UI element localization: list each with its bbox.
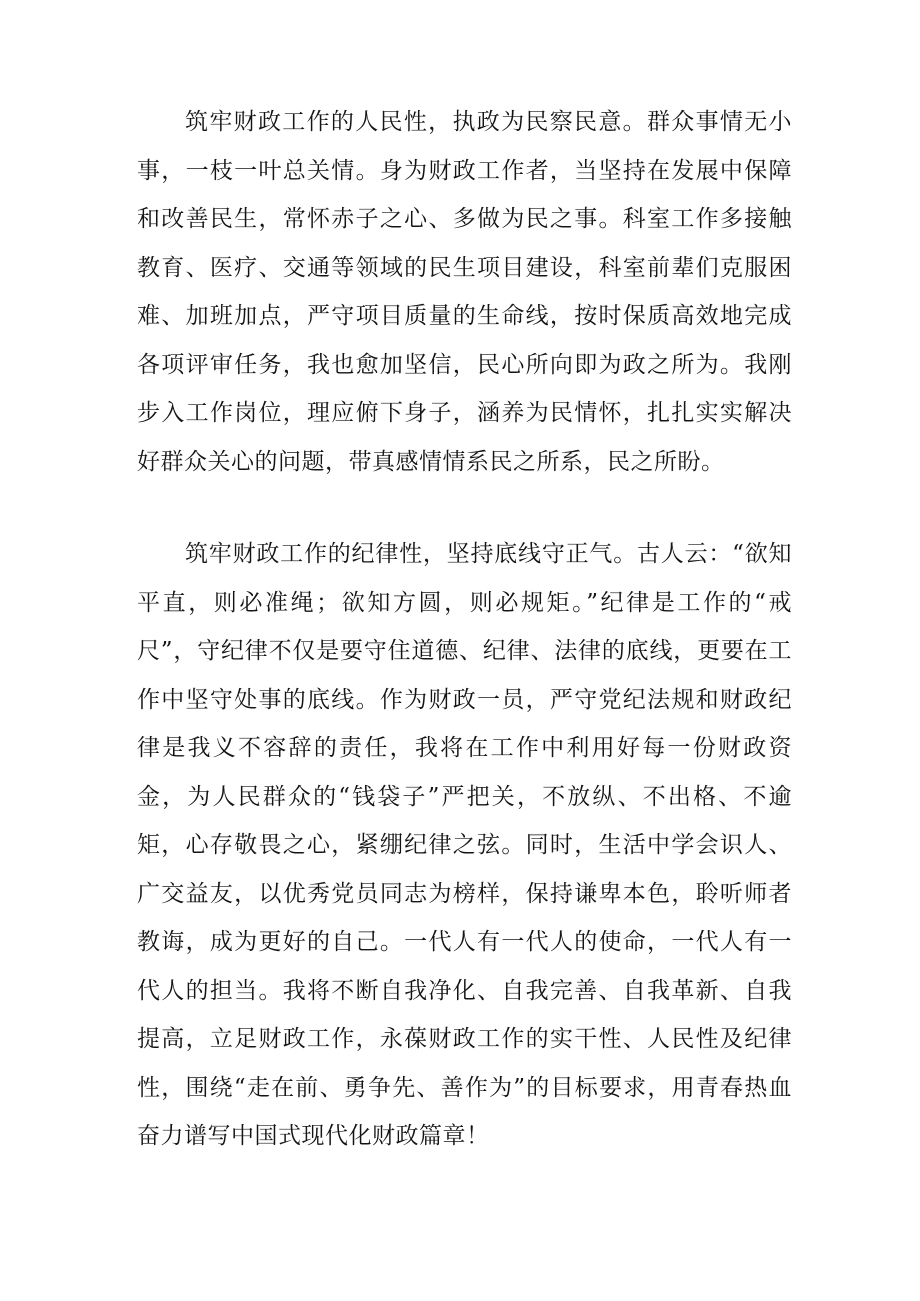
paragraph-discipline: 筑牢财政工作的纪律性，坚持底线守正气。古人云：“欲知平直，则必准绳；欲知方圆，则必规矩。”纪律是工作的“戒尺”，守纪律不仅是要守住道德、纪律、法律的底线，更要在工作中坚守处事的底线。作为财政一员，严守党纪法规和财政纪律是我义不容辞的责任，我将在工作中利用好每一份财政资金，为人民群众的“钱袋子”严把关，不放纵、不出格、不逾矩，心存敬畏之心，紧绷纪律之弦。同时，生活中学会识人、广交益友，以优秀党员同志为榜样，保持谦卑本色，聆听师者教诲，成为更好的自己。一代人有一代人的使命，一代人有一代人的担当。我将不断自我净化、自我完善、自我革新、自我提高，立足财政工作，永葆财政工作的实干性、人民性及纪律性，围绕“走在前、勇争先、善作为”的目标要求，用青春热血奋力谱写中国式现代化财政篇章！ xyxy=(137,541,792,1149)
paragraph-people-oriented: 筑牢财政工作的人民性，执政为民察民意。群众事情无小事，一枝一叶总关情。身为财政工作者，当坚持在发展中保障和改善民生，常怀赤子之心、多做为民之事。科室工作多接触教育、医疗、交通等领域的民生项目建设，科室前辈们克服困难、加班加点，严守项目质量的生命线，按时保质高效地完成各项评审任务，我也愈加坚信，民心所向即为政之所为。我刚步入工作岗位，理应俯下身子，涵养为民情怀，扎扎实实解决好群众关心的问题，带真感情情系民之所系，民之所盼。 xyxy=(137,109,792,475)
document-body xyxy=(137,98,792,1161)
